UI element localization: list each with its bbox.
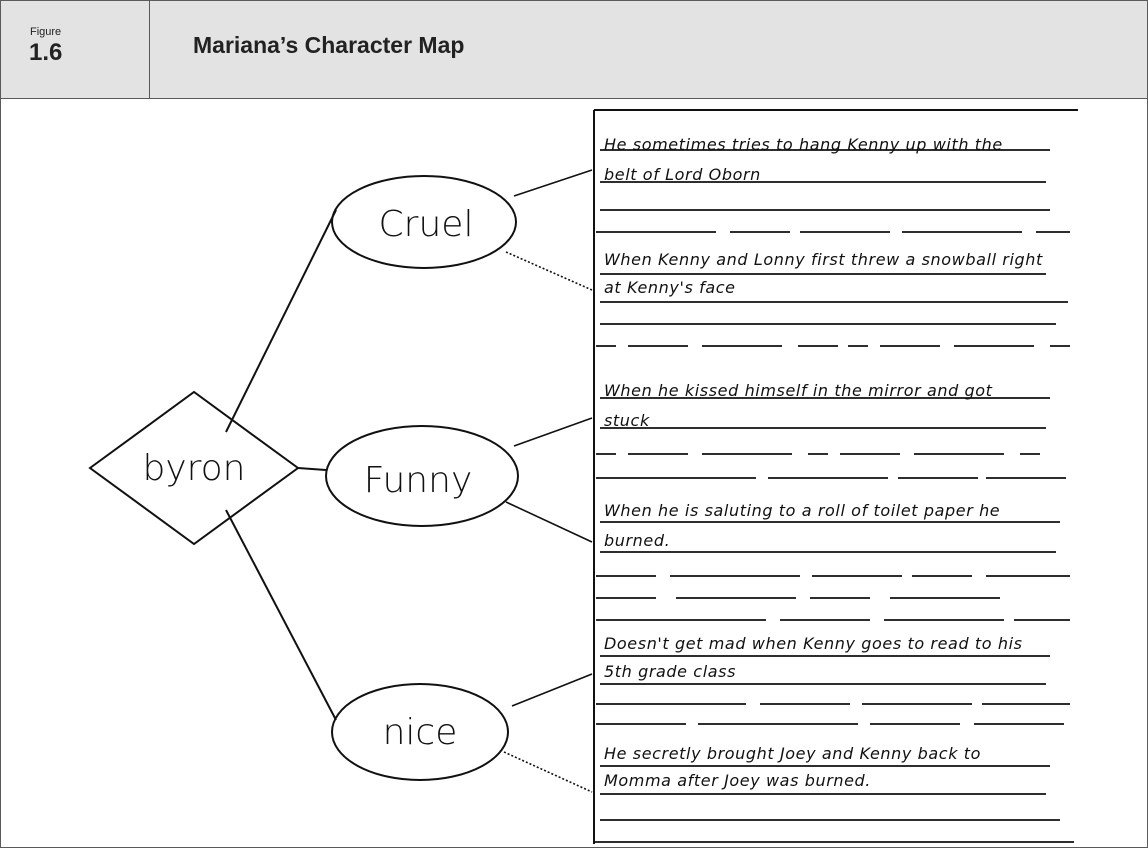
trait-label-cruel: Cruel bbox=[378, 204, 474, 245]
trait-node-cruel bbox=[332, 176, 516, 268]
connector-nice-note-1 bbox=[512, 674, 592, 706]
figure-number: 1.6 bbox=[29, 39, 63, 66]
figure-header bbox=[1, 1, 1147, 99]
trait-label-funny: Funny bbox=[363, 460, 473, 501]
connector-center-nice bbox=[226, 510, 336, 720]
connector-funny-note-1 bbox=[514, 418, 592, 446]
character-map-diagram bbox=[0, 98, 1146, 846]
note-cruel-1-container bbox=[604, 130, 1034, 220]
connector-cruel-note-1 bbox=[514, 170, 592, 196]
trait-node-funny bbox=[326, 426, 518, 526]
notes-nice bbox=[604, 630, 1044, 830]
note-nice-2: He secretly brought Joey and Kenny back to Momma after Joey was burned. bbox=[604, 744, 982, 790]
note-nice-2-container bbox=[604, 740, 1044, 830]
connector-funny-note-2 bbox=[506, 502, 592, 542]
note-funny-1-container bbox=[604, 376, 1034, 446]
note-cruel-1: He sometimes tries to hang Kenny up with the belt of Lord Oborn bbox=[604, 135, 1003, 184]
center-node bbox=[90, 392, 298, 544]
notes-cruel bbox=[604, 130, 1044, 336]
figure-number-box bbox=[1, 1, 150, 98]
center-label: byron bbox=[142, 448, 246, 489]
trait-label-nice: nice bbox=[382, 712, 458, 753]
note-nice-1: Doesn't get mad when Kenny goes to read to his 5th grade class bbox=[604, 634, 1023, 681]
figure-label: Figure bbox=[30, 26, 62, 38]
note-cruel-2-container bbox=[604, 246, 1044, 336]
note-funny-1: When he kissed himself in the mirror and got stuck bbox=[604, 381, 993, 430]
notes-column bbox=[594, 110, 1078, 844]
note-funny-2: When he is saluting to a roll of toilet paper he burned. bbox=[604, 501, 1001, 550]
figure-title: Mariana’s Character Map bbox=[193, 32, 465, 58]
note-nice-1-container bbox=[604, 630, 1034, 720]
connector-cruel-note-2 bbox=[506, 252, 592, 290]
notes-funny bbox=[604, 376, 1044, 566]
connector-center-funny bbox=[298, 468, 326, 470]
note-cruel-2: When Kenny and Lonny first threw a snowball right at Kenny's face bbox=[604, 250, 1043, 297]
connector-center-cruel bbox=[226, 210, 336, 432]
trait-node-nice bbox=[332, 684, 508, 780]
note-funny-2-container bbox=[604, 496, 1044, 566]
connector-nice-note-2 bbox=[504, 752, 592, 792]
